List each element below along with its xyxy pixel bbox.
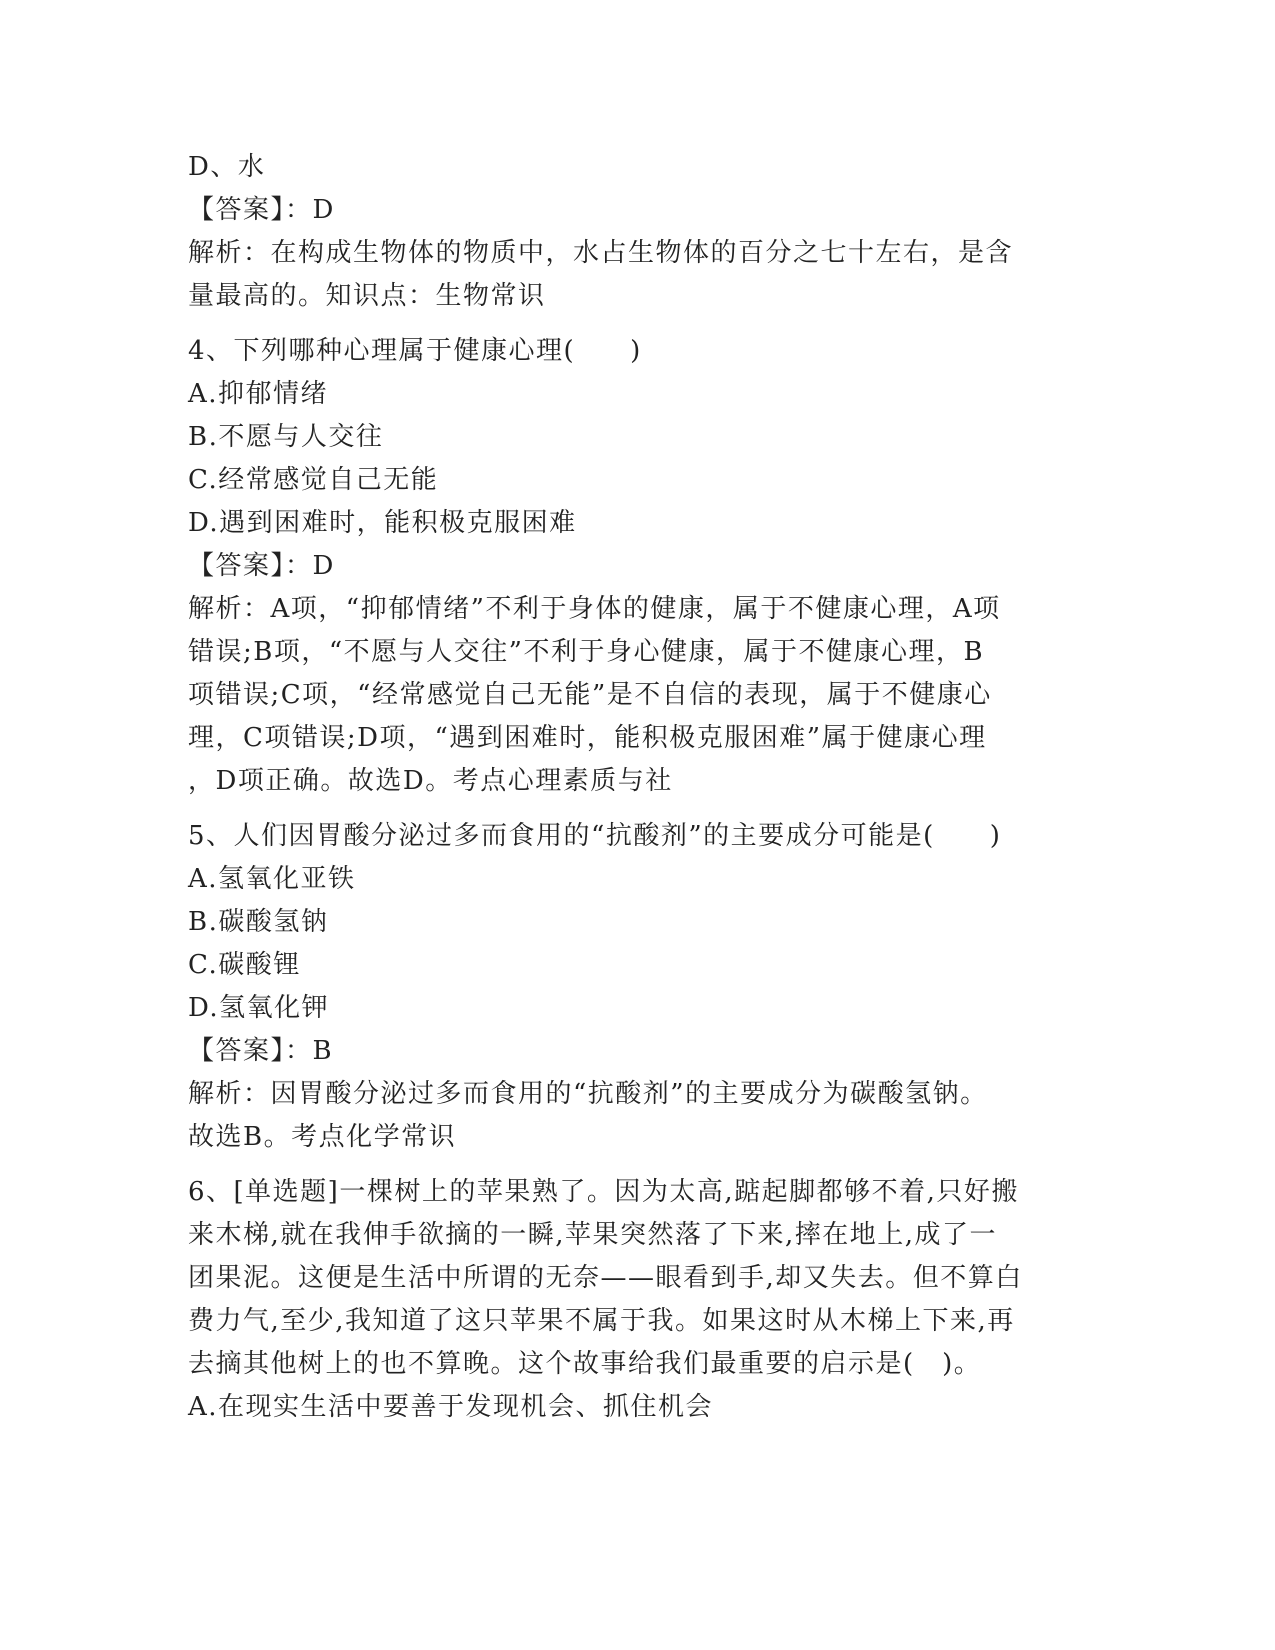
q4-analysis-line: 错误;B项，“不愿与人交往”不利于身心健康，属于不健康心理，B (188, 637, 985, 667)
q4-option-a: A.抑郁情绪 (188, 379, 329, 409)
q5-option-c: C.碳酸锂 (188, 950, 301, 980)
q5-answer: 【答案】：B (188, 1036, 334, 1066)
q4-option-d: D.遇到困难时，能积极克服困难 (188, 508, 577, 538)
q5-question: 5、人们因胃酸分泌过多而食用的“抗酸剂”的主要成分可能是( ) (188, 821, 1002, 851)
q5-analysis-line: 解析：因胃酸分泌过多而食用的“抗酸剂”的主要成分为碳酸氢钠。 (188, 1079, 988, 1109)
q4-analysis-line: 理，C项错误;D项，“遇到困难时，能积极克服困难”属于健康心理 (188, 723, 987, 753)
q5-option-a: A.氢氧化亚铁 (188, 864, 356, 894)
q4-option-b: B.不愿与人交往 (188, 422, 384, 452)
q6-question-line: 团果泥。这便是生活中所谓的无奈——眼看到手,却又失去。但不算白 (188, 1263, 1023, 1293)
q3-answer: 【答案】：D (188, 195, 335, 225)
q6-option-a: A.在现实生活中要善于发现机会、抓住机会 (188, 1392, 714, 1422)
q4-analysis-line: ，D项正确。故选D。考点心理素质与社 (188, 766, 673, 796)
q6-question-line: 去摘其他树上的也不算晚。这个故事给我们最重要的启示是( )。 (188, 1349, 982, 1379)
document-page (188, 146, 1088, 1429)
q5-option-b: B.碳酸氢钠 (188, 907, 329, 937)
q4-option-c: C.经常感觉自己无能 (188, 465, 439, 495)
q3-option-d: D、水 (188, 152, 266, 182)
q4-question: 4、下列哪种心理属于健康心理( ) (188, 336, 642, 366)
q6-question-line: 来木梯,就在我伸手欲摘的一瞬,苹果突然落了下来,摔在地上,成了一 (188, 1220, 998, 1250)
q5-analysis-line: 故选B。考点化学常识 (188, 1122, 457, 1152)
q4-analysis-line: 解析：A项，“抑郁情绪”不利于身体的健康，属于不健康心理，A项 (188, 594, 1001, 624)
q5-option-d: D.氢氧化钾 (188, 993, 330, 1023)
q4-answer: 【答案】：D (188, 551, 335, 581)
q6-question-line: 6、[单选题]一棵树上的苹果熟了。因为太高,踮起脚都够不着,只好搬 (188, 1177, 1019, 1207)
q6-question-line: 费力气,至少,我知道了这只苹果不属于我。如果这时从木梯上下来,再 (188, 1306, 1015, 1336)
q3-analysis-line: 量最高的。知识点：生物常识 (188, 281, 546, 311)
q4-analysis-line: 项错误;C项，“经常感觉自己无能”是不自信的表现，属于不健康心 (188, 680, 992, 710)
q3-analysis-line: 解析：在构成生物体的物质中，水占生物体的百分之七十左右，是含 (188, 238, 1014, 268)
